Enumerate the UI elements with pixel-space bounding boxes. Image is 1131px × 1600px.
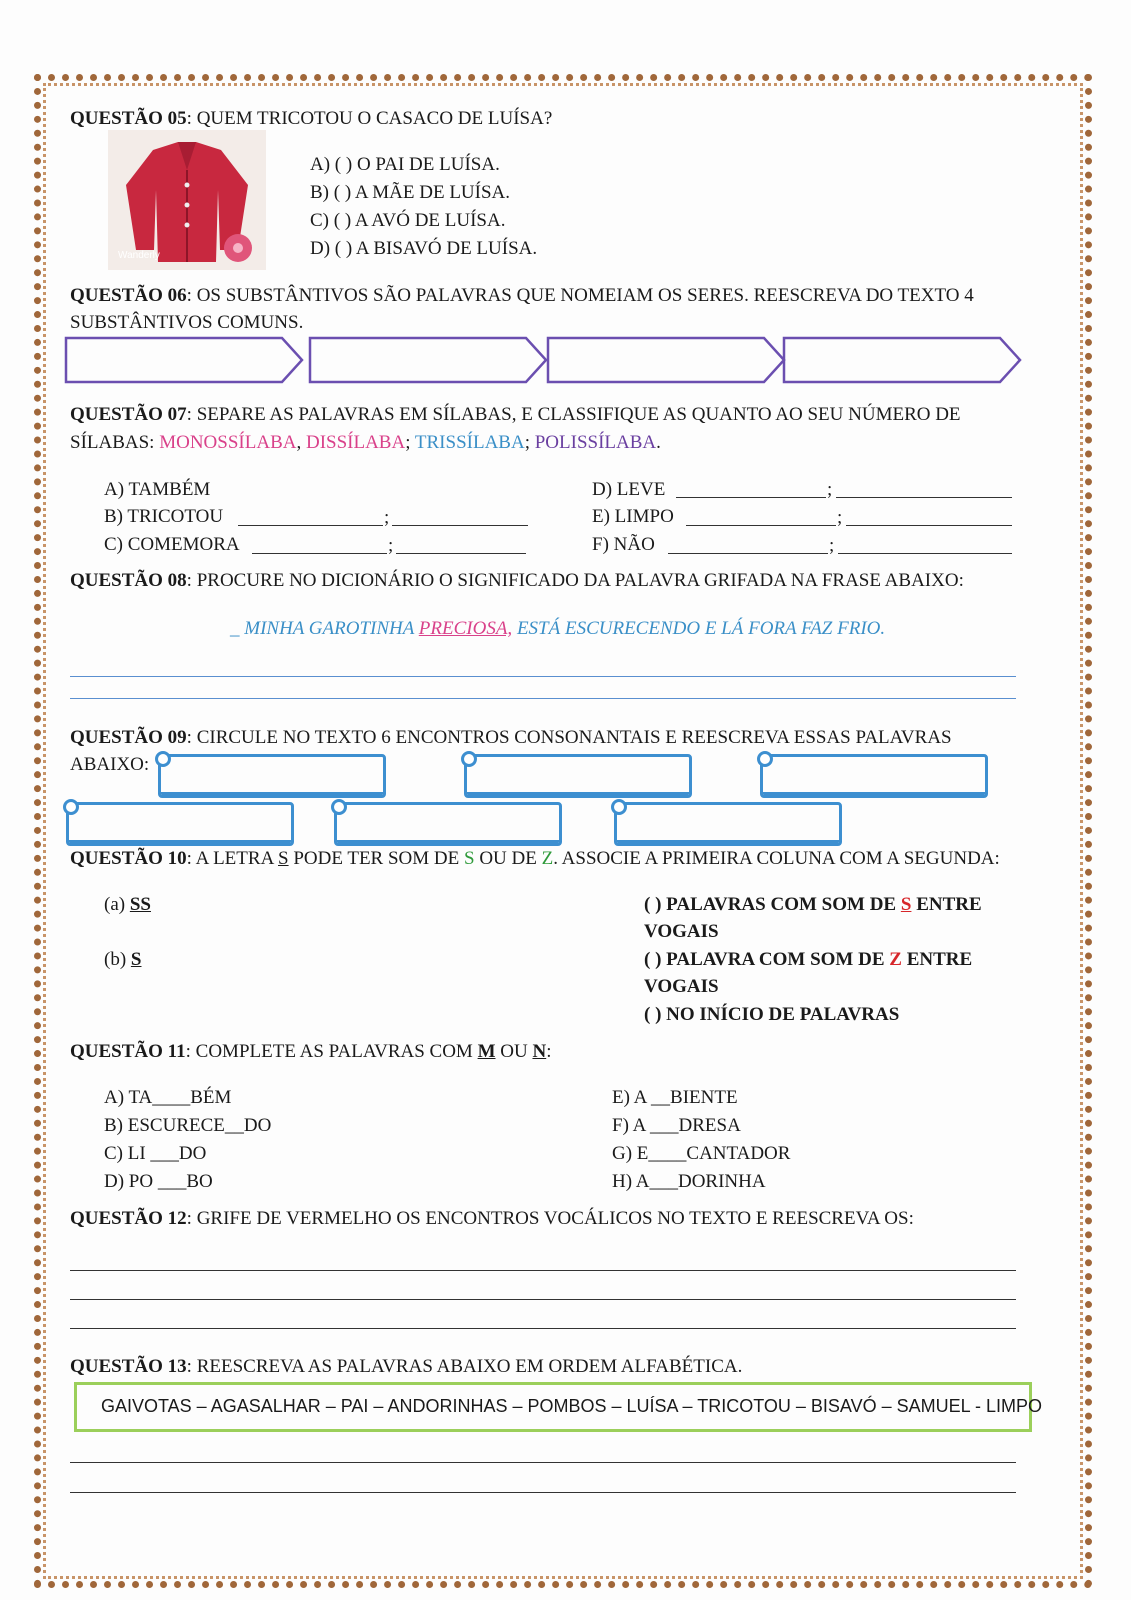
sep: ; <box>405 432 415 453</box>
question-13 <box>70 1356 742 1378</box>
q11-item-f: F) A ___DRESA <box>612 1115 741 1136</box>
answer-arrow-box-3[interactable] <box>546 336 786 384</box>
text: . ASSOCIE A PRIMEIRA COLUNA COM A SEGUNDA: <box>553 848 1000 869</box>
q10-col1-a <box>104 894 151 916</box>
q05-option-d: D) ( ) A BISAVÓ DE LUÍSA. <box>310 238 538 259</box>
answer-arrow-box-4[interactable] <box>782 336 1022 384</box>
semicolon: ; <box>837 507 843 528</box>
question-09-text: : CIRCULE NO TEXTO 6 ENCONTROS CONSONANTAIS E REESCREVA ESSAS PALAVRAS <box>186 727 952 748</box>
answer-line[interactable] <box>70 1299 1016 1300</box>
q11-item-a: A) TA____BÉM <box>104 1087 232 1108</box>
letter-m: M <box>477 1041 496 1062</box>
q05-option-b: B) ( ) A MÃE DE LUÍSA. <box>310 182 511 203</box>
question-07-classes <box>70 432 661 454</box>
text: ( ) PALAVRAS COM SOM DE <box>644 894 901 915</box>
q07-item-c: C) COMEMORA <box>104 534 240 555</box>
image-caption: Wanderly <box>118 250 160 261</box>
q11-item-h: H) A___DORINHA <box>612 1171 766 1192</box>
q07-item-e: E) LIMPO <box>592 506 674 527</box>
q10-col1-b <box>104 949 141 971</box>
text: ( ) PALAVRA COM SOM DE <box>644 949 890 970</box>
answer-scroll-box-5[interactable] <box>334 802 562 846</box>
q11-item-e: E) A __BIENTE <box>612 1087 738 1108</box>
text: ENTRE <box>911 894 982 915</box>
q07-item-a: A) TAMBÉM <box>104 479 211 500</box>
prefix: (b) <box>104 949 131 970</box>
text: : COMPLETE AS PALAVRAS COM <box>185 1041 478 1062</box>
q10-option-2 <box>644 949 972 971</box>
word-list-box <box>74 1382 1042 1432</box>
text: : A LETRA <box>186 848 278 869</box>
class-mono: MONOSSÍLABA <box>159 432 297 453</box>
question-07-text: : SEPARE AS PALAVRAS EM SÍLABAS, E CLASSIFIQUE AS QUANTO AO SEU NÚMERO DE <box>186 404 961 425</box>
question-08-text: : PROCURE NO DICIONÁRIO O SIGNIFICADO DA PALAVRA GRIFADA NA FRASE ABAIXO: <box>186 570 964 591</box>
q07-item-b: B) TRICOTOU <box>104 506 224 527</box>
answer-line[interactable] <box>70 698 1016 699</box>
answer-line[interactable] <box>70 1270 1016 1271</box>
question-06-label: QUESTÃO 06 <box>70 285 187 306</box>
answer-line[interactable] <box>70 1462 1016 1463</box>
question-11 <box>70 1041 551 1063</box>
question-12-label: QUESTÃO 12 <box>70 1208 187 1229</box>
question-10-label: QUESTÃO 10 <box>70 848 187 869</box>
semicolon: ; <box>388 535 394 556</box>
green-z: Z <box>541 848 554 869</box>
question-13-text: : REESCREVA AS PALAVRAS ABAIXO EM ORDEM ALFABÉTICA. <box>186 1356 743 1377</box>
end: . <box>656 432 661 453</box>
sentence-post: ESTÁ ESCURECENDO E LÁ FORA FAZ FRIO. <box>512 618 886 639</box>
semicolon: ; <box>384 507 390 528</box>
q11-item-c: C) LI ___DO <box>104 1143 207 1164</box>
green-s: S <box>464 848 475 869</box>
sep: , <box>296 432 306 453</box>
word-list: GAIVOTAS – AGASALHAR – PAI – ANDORINHAS – POMBOS – LUÍSA – TRICOTOU – BISAVÓ – SAMUEL - LIMPO <box>101 1396 1042 1416</box>
q10-option-1 <box>644 894 982 916</box>
answer-line[interactable] <box>70 1328 1016 1329</box>
underlined-word: PRECIOSA, <box>418 618 513 639</box>
question-12 <box>70 1208 914 1230</box>
prefix: (a) <box>104 894 130 915</box>
question-08-label: QUESTÃO 08 <box>70 570 187 591</box>
q07-item-d: D) LEVE <box>592 479 666 500</box>
answer-line[interactable] <box>70 676 1016 677</box>
question-05-text: : QUEM TRICOTOU O CASACO DE LUÍSA? <box>186 108 553 129</box>
q05-option-c: C) ( ) A AVÓ DE LUÍSA. <box>310 210 506 231</box>
q05-option-a: A) ( ) O PAI DE LUÍSA. <box>310 154 500 175</box>
class-tri: TRISSÍLABA <box>414 432 525 453</box>
answer-scroll-box-4[interactable] <box>66 802 294 846</box>
q10-option-3: ( ) NO INÍCIO DE PALAVRAS <box>644 1004 900 1025</box>
answer-scroll-box-3[interactable] <box>760 754 988 798</box>
question-09 <box>70 727 952 749</box>
letter-s: S <box>278 848 289 869</box>
red-s: S <box>900 894 912 915</box>
question-05 <box>70 108 552 130</box>
sentence-pre: _ MINHA GAROTINHA <box>230 618 419 639</box>
class-dis: DISSÍLABA <box>305 432 406 453</box>
question-13-label: QUESTÃO 13 <box>70 1356 187 1377</box>
answer-arrow-box-1[interactable] <box>64 336 304 384</box>
q11-item-d: D) PO ___BO <box>104 1171 213 1192</box>
question-12-text: : GRIFE DE VERMELHO OS ENCONTROS VOCÁLICOS NO TEXTO E REESCREVA OS: <box>186 1208 914 1229</box>
question-09-label: QUESTÃO 09 <box>70 727 187 748</box>
q10-option-1-line2: VOGAIS <box>644 921 719 942</box>
answer-scroll-box-6[interactable] <box>614 802 842 846</box>
answer-line[interactable] <box>70 1492 1016 1493</box>
answer-scroll-box-2[interactable] <box>464 754 692 798</box>
red-z: Z <box>889 949 902 970</box>
classes-prefix: SÍLABAS: <box>70 432 160 453</box>
question-11-label: QUESTÃO 11 <box>70 1041 186 1062</box>
question-06 <box>70 285 974 307</box>
question-08 <box>70 570 964 592</box>
value: SS <box>129 894 151 915</box>
answer-scroll-box-1[interactable] <box>158 754 386 798</box>
answer-arrow-box-2[interactable] <box>308 336 548 384</box>
text: OU DE <box>474 848 542 869</box>
sweater-image <box>108 130 266 270</box>
semicolon: ; <box>829 535 835 556</box>
letter-n: N <box>532 1041 547 1062</box>
class-poli: POLISSÍLABA <box>534 432 657 453</box>
semicolon: ; <box>827 479 833 500</box>
question-07-label: QUESTÃO 07 <box>70 404 187 425</box>
question-10 <box>70 848 1000 870</box>
text: OU <box>495 1041 533 1062</box>
q08-sentence <box>230 618 885 640</box>
question-06-text-2: SUBSTÂNTIVOS COMUNS. <box>70 312 304 333</box>
question-06-text: : OS SUBSTÂNTIVOS SÃO PALAVRAS QUE NOMEIAM OS SERES. REESCREVA DO TEXTO 4 <box>186 285 974 306</box>
text: : <box>546 1041 552 1062</box>
text: PODE TER SOM DE <box>288 848 464 869</box>
question-05-label: QUESTÃO 05 <box>70 108 187 129</box>
value: S <box>130 949 142 970</box>
question-09-text-2: ABAIXO: <box>70 754 150 775</box>
q10-option-2-line2: VOGAIS <box>644 976 719 997</box>
q11-item-g: G) E____CANTADOR <box>612 1143 791 1164</box>
q11-item-b: B) ESCURECE__DO <box>104 1115 272 1136</box>
sep: ; <box>524 432 535 453</box>
question-07 <box>70 404 961 426</box>
text: ENTRE <box>901 949 973 970</box>
q07-item-f: F) NÃO <box>592 534 655 555</box>
